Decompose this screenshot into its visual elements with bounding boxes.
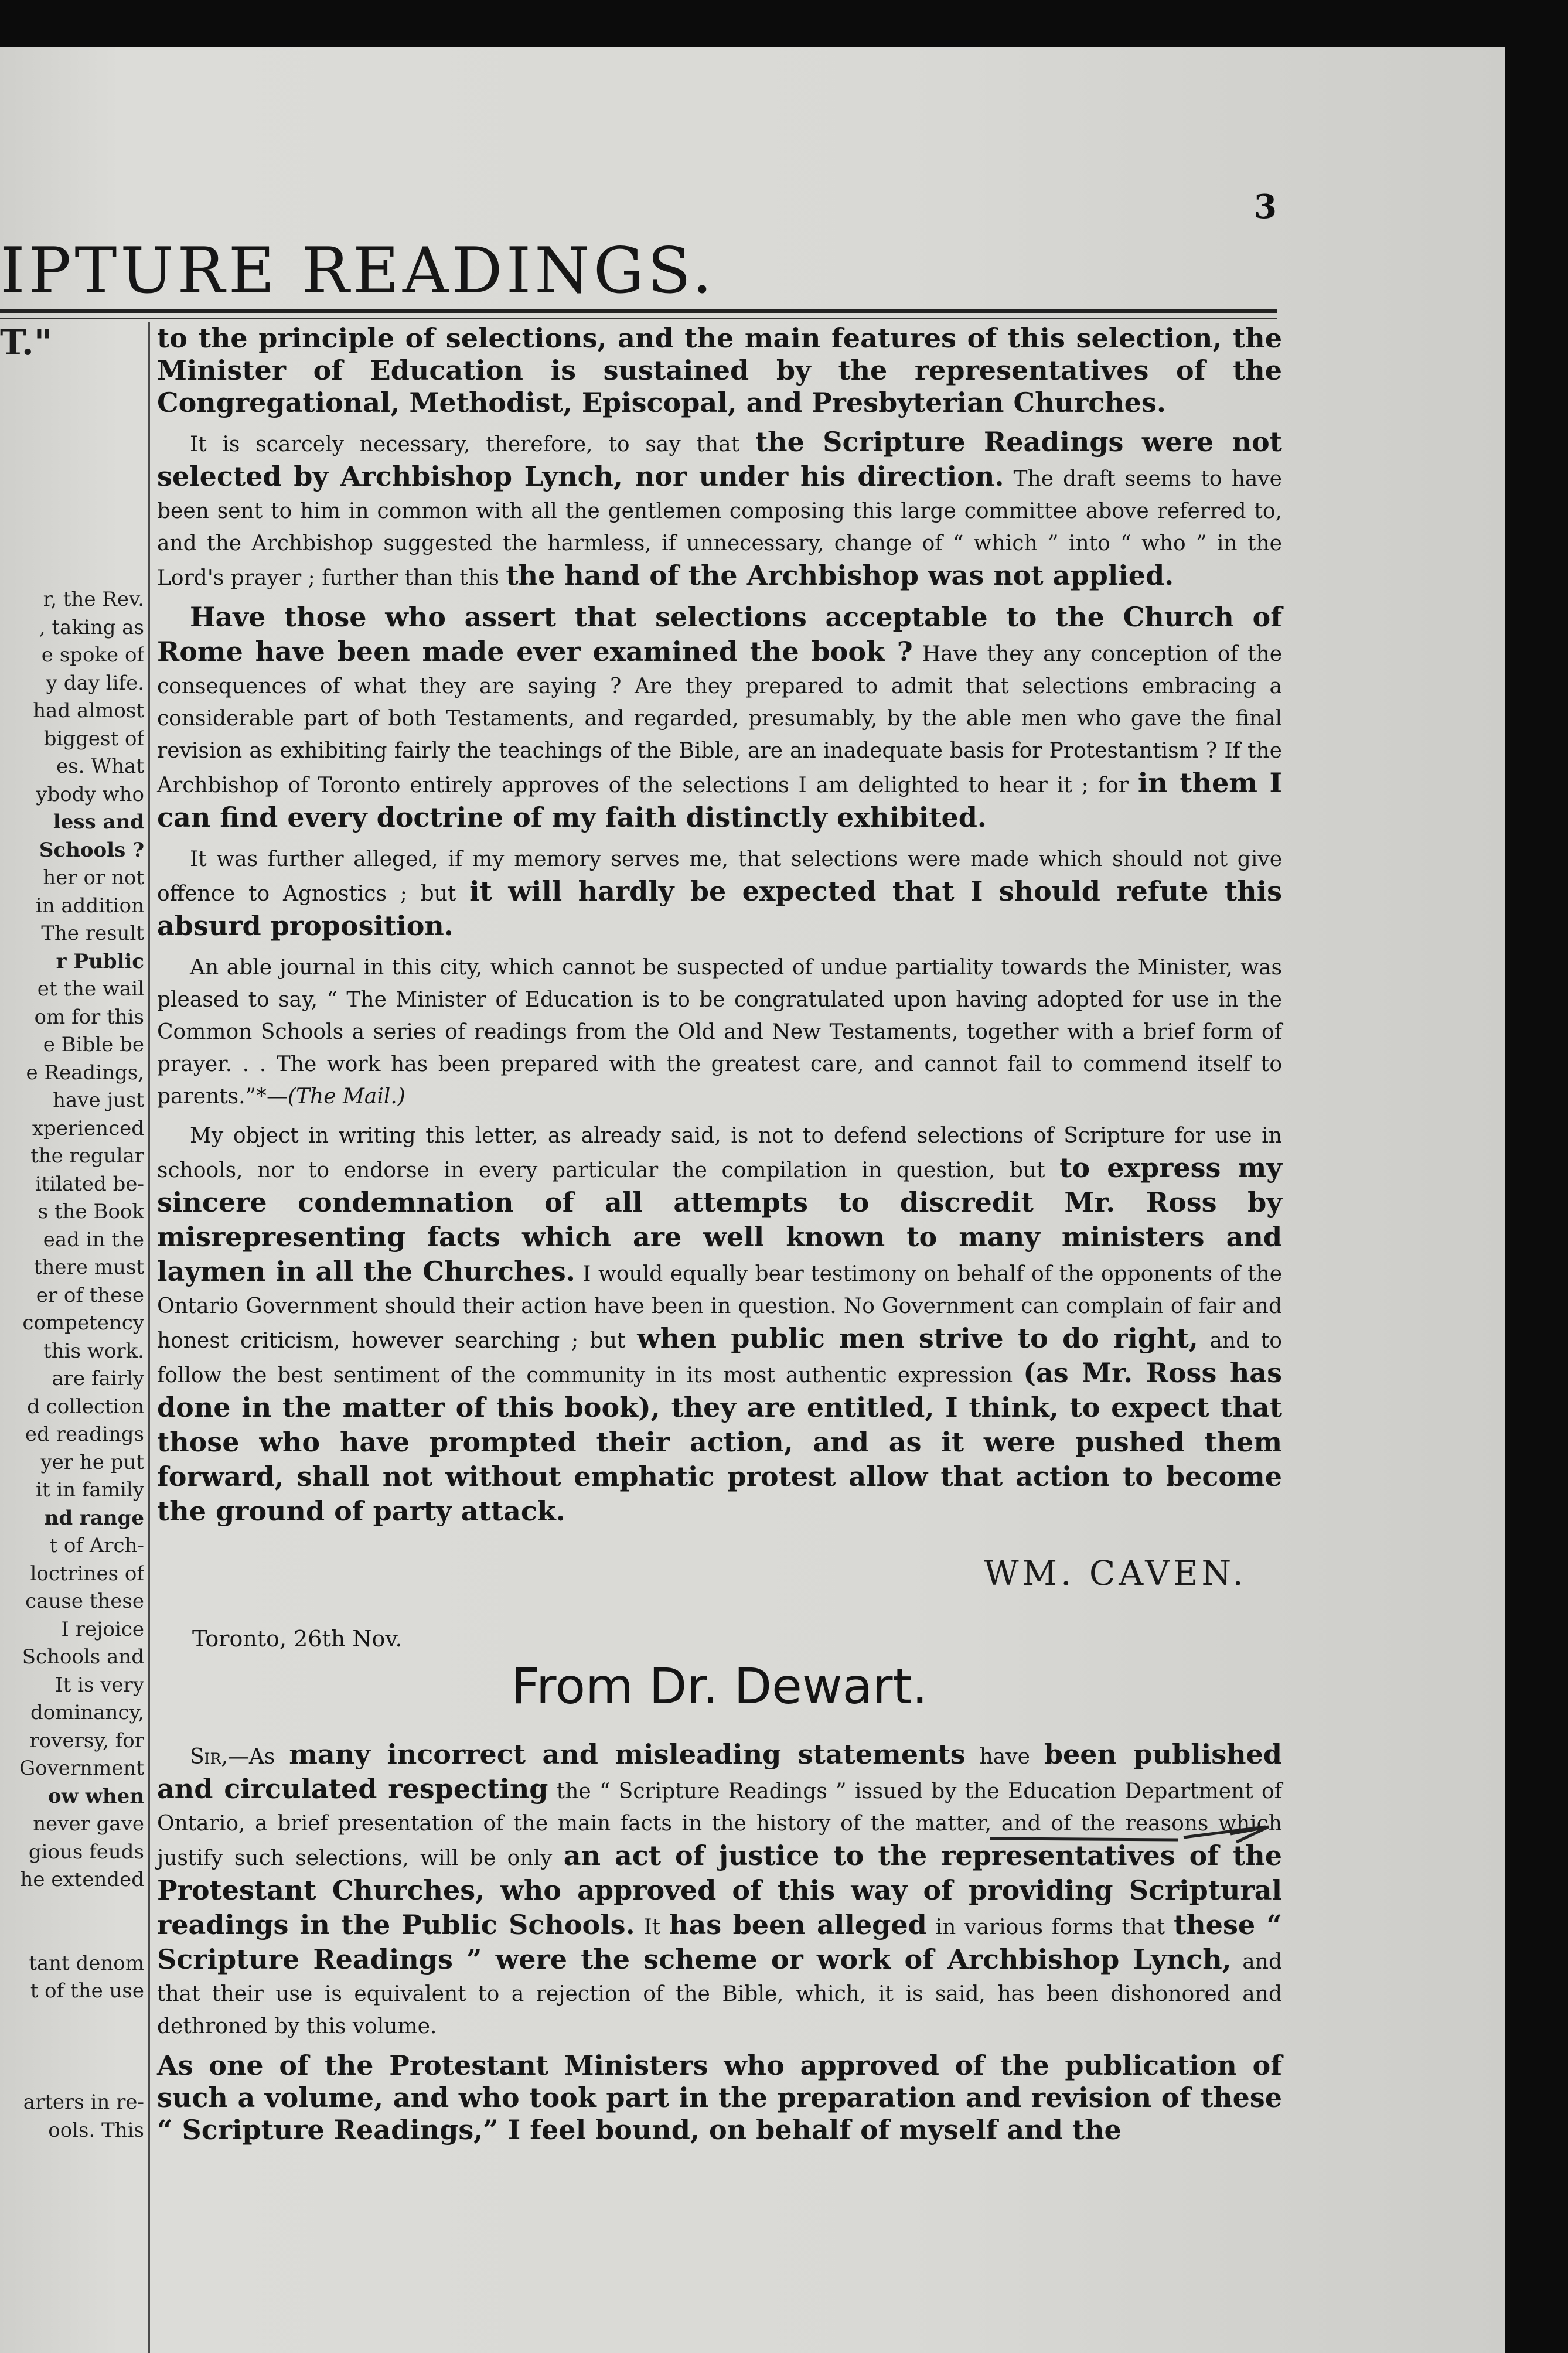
left-column-line: Government	[19, 1757, 144, 1780]
left-column-line: nd range	[44, 1506, 144, 1530]
header-rule	[0, 309, 1277, 313]
bold-text: (as Mr. Ross has done in the matter of this book), they are entitled, I think, to expect that those who have prompted their action, and as it were pushed them forward, shall not without emphatic protest allow that action to become the ground of party attack.	[157, 1357, 1283, 1527]
left-column-line	[0, 2061, 144, 2089]
salutation: Sir,	[190, 1745, 228, 1769]
left-column-line: om for this	[34, 1005, 144, 1029]
left-column-line: ead in the	[43, 1227, 144, 1251]
left-column-line: loctrines of	[30, 1561, 144, 1585]
left-column-line: Schools and	[22, 1645, 144, 1669]
left-column-line: had almost	[33, 699, 144, 722]
left-column-line: her or not	[43, 866, 144, 889]
left-column-line: The result	[41, 922, 144, 945]
main-column	[157, 322, 1282, 2153]
left-column-line: biggest of	[43, 727, 144, 751]
left-column-line: this work.	[43, 1339, 144, 1363]
page-header-title: IPTURE READINGS.	[0, 234, 716, 308]
article-paragraph	[157, 426, 1282, 594]
left-column-line: It is very	[55, 1673, 144, 1697]
text-run: It is scarcely necessary, therefore, to say that	[190, 432, 740, 456]
left-column-line: gious feuds	[28, 1840, 144, 1864]
page-number: 3	[1254, 187, 1277, 226]
column-divider	[148, 322, 150, 2353]
text-run: have	[979, 1745, 1030, 1769]
left-column-line: there must	[33, 1256, 144, 1279]
left-column-line: t of the use	[30, 1979, 144, 2003]
text-run: My object in writing this letter, as already said, is not to defend selections of Scripture for use in schools, nor to endorse in every particular the compilation in question, but	[157, 1124, 1282, 1182]
text-run: in various forms that	[935, 1915, 1165, 1939]
left-column-line: ow when	[47, 1784, 144, 1808]
newspaper-page	[0, 47, 1505, 2353]
article-paragraph: to the principle of selections, and the main features of this selection, the Minister of Education is sustained by the representatives of the Congregational, Methodist, Episcopal, and Presbyterian Churches.	[157, 322, 1282, 418]
bold-text: an act of justice to the representatives of the Protestant Churches, who approved of this way of providing Scriptural readings in the Public Schools.	[157, 1840, 1283, 1941]
text-run: and to follow the best sentiment of the community in its most authentic expression	[157, 1329, 1282, 1387]
text-run: and that their use is equivalent to a rejection of the Bible, which, it is said, has been dishonored and dethroned by this volume.	[157, 1950, 1282, 2038]
left-column-line: itilated be-	[35, 1172, 144, 1196]
left-column-line	[0, 2006, 144, 2034]
left-column-line: et the wail	[37, 977, 144, 1001]
left-column-heading: T."	[0, 322, 53, 363]
article-paragraph	[157, 952, 1282, 1113]
left-column-line: competency	[22, 1311, 144, 1335]
left-column-line: roversy, for	[29, 1728, 144, 1752]
left-column-line: r, the Rev.	[43, 588, 144, 611]
bold-text: it will hardly be expected that I should refute this absurd proposition.	[157, 875, 1282, 942]
bold-text: to express my sincere condemnation of all attempts to discredit Mr. Ross by misrepresenting facts which are well known to many ministers and laymen in all the Churches.	[157, 1152, 1282, 1287]
left-column-line: I rejoice	[61, 1617, 144, 1641]
article-title: From Dr. Dewart.	[511, 1658, 928, 1715]
left-column-line: e spoke of	[41, 643, 144, 667]
article-paragraph: As one of the Protestant Ministers who approved of the publication of such a volume, and who took part in the preparation and revision of these “ Scripture Readings,” I feel bound, on behalf of myself and the	[157, 2050, 1282, 2146]
left-column-line	[0, 1922, 144, 1950]
left-column-line: , taking as	[39, 615, 144, 639]
text-run: I would equally bear testimony on behalf of the opponents of the Ontario Government should their action have been in question. No Government can complain of fair and honest criticism, however searching ; but	[157, 1262, 1282, 1353]
left-column-line: Schools ?	[39, 838, 144, 862]
left-column-line: t of Arch-	[49, 1534, 144, 1557]
left-column-line: r Public	[56, 949, 144, 973]
signature: WM. CAVEN.	[984, 1553, 1247, 1593]
left-column-line: yer he put	[40, 1450, 144, 1474]
bold-text: many incorrect and misleading statements	[289, 1738, 966, 1770]
text-run: —As	[227, 1745, 275, 1769]
left-column-line	[0, 2033, 144, 2061]
left-column-line: e Readings,	[26, 1060, 144, 1085]
text-run: The draft seems to have been sent to him in common with all the gentlemen composing this large committee above referred to, and the Archbishop suggested the harmless, if unnecessary, change of “ which ” into “ who ” in the Lord's prayer ; further than this	[157, 467, 1282, 590]
article-paragraph	[157, 601, 1282, 836]
text-run: It	[643, 1915, 661, 1939]
pen-stroke-mark	[984, 1816, 1277, 1851]
left-column-line: ools. This	[48, 2118, 144, 2142]
left-column-line: the regular	[30, 1144, 144, 1168]
left-column-line: cause these	[25, 1590, 144, 1613]
left-column-line: e Bible be	[43, 1033, 144, 1056]
article-paragraph	[157, 1120, 1282, 1530]
dateline: Toronto, 26th Nov.	[192, 1626, 403, 1652]
left-column-line: dominancy,	[30, 1701, 144, 1724]
left-column-line: arters in re-	[23, 2091, 144, 2114]
left-column-line: have just	[53, 1089, 144, 1112]
source-citation: (The Mail.)	[288, 1085, 405, 1109]
left-column-line: tant denom	[29, 1951, 144, 1975]
left-column-line: ybody who	[36, 782, 144, 806]
left-column-line: xperienced	[32, 1116, 144, 1140]
left-column-line: he extended	[20, 1868, 144, 1891]
left-column-line: es. What	[56, 755, 144, 778]
left-column-line: it in family	[36, 1478, 144, 1502]
text-run: It was further alleged, if my memory serves me, that selections were made which should not give offence to Agnostics ; but	[157, 847, 1282, 906]
article-paragraph	[157, 1738, 1282, 2042]
text-run: the “ Scripture Readings ” issued by the Education Department of Ontario, a brief presentation of the main facts in the history of the matter, and of the reasons which justify such selections, will be only	[157, 1779, 1282, 1870]
left-column-line	[0, 1894, 144, 1922]
left-column-line: never gave	[33, 1812, 144, 1836]
bold-text: when public men strive to do right,	[637, 1322, 1198, 1354]
bold-text: these “ Scripture Readings ” were the scheme or work of Archbishop Lynch,	[157, 1909, 1282, 1975]
left-column-line: y day life.	[46, 671, 144, 695]
left-column-line: er of these	[36, 1283, 144, 1307]
left-column-line: less and	[53, 810, 144, 834]
bold-text: Have those who assert that selections acceptable to the Church of Rome have been made ever examined the book ?	[157, 601, 1282, 667]
bold-text: been published and circulated respecting	[157, 1738, 1282, 1805]
header-rule-thin	[0, 318, 1277, 319]
text-run: Have they any conception of the consequences of what they are saying ? Are they prepared to admit that selections embracing a considerable part of both Testaments, and regarded, presumably, by the able men who gave the final revision as exhibiting fairly the teachings of the Bible, are an inadequate basis for Protestantism ? If the Archbishop of Toronto entirely approves of the selections I am delighted to hear it ; for	[157, 642, 1282, 797]
left-column-fragment	[0, 322, 144, 2144]
left-column-line: d collection	[27, 1394, 144, 1418]
bold-text: has been alleged	[669, 1909, 927, 1941]
left-column-line: in addition	[35, 894, 144, 918]
article-paragraph	[157, 843, 1282, 944]
left-column-line: are fairly	[52, 1367, 144, 1390]
bold-text: the Scripture Readings were not selected by Archbishop Lynch, nor under his direction.	[157, 426, 1282, 492]
bold-text: the hand of the Archbishop was not applied.	[506, 560, 1174, 591]
bold-text: in them I can find every doctrine of my faith distinctly exhibited.	[157, 767, 1282, 833]
left-column-line: ed readings	[25, 1423, 144, 1446]
left-column-line: s the Book	[38, 1200, 144, 1223]
text-run: An able journal in this city, which cannot be suspected of undue partiality towards the Minister, was pleased to say, “ The Minister of Education is to be congratulated upon having adopted for use in the Common Schools a series of readings from the Old and New Testaments, together with a brief form of prayer. . . The work has been prepared with the greatest care, and cannot fail to commend itself to parents.”*—	[157, 956, 1282, 1109]
